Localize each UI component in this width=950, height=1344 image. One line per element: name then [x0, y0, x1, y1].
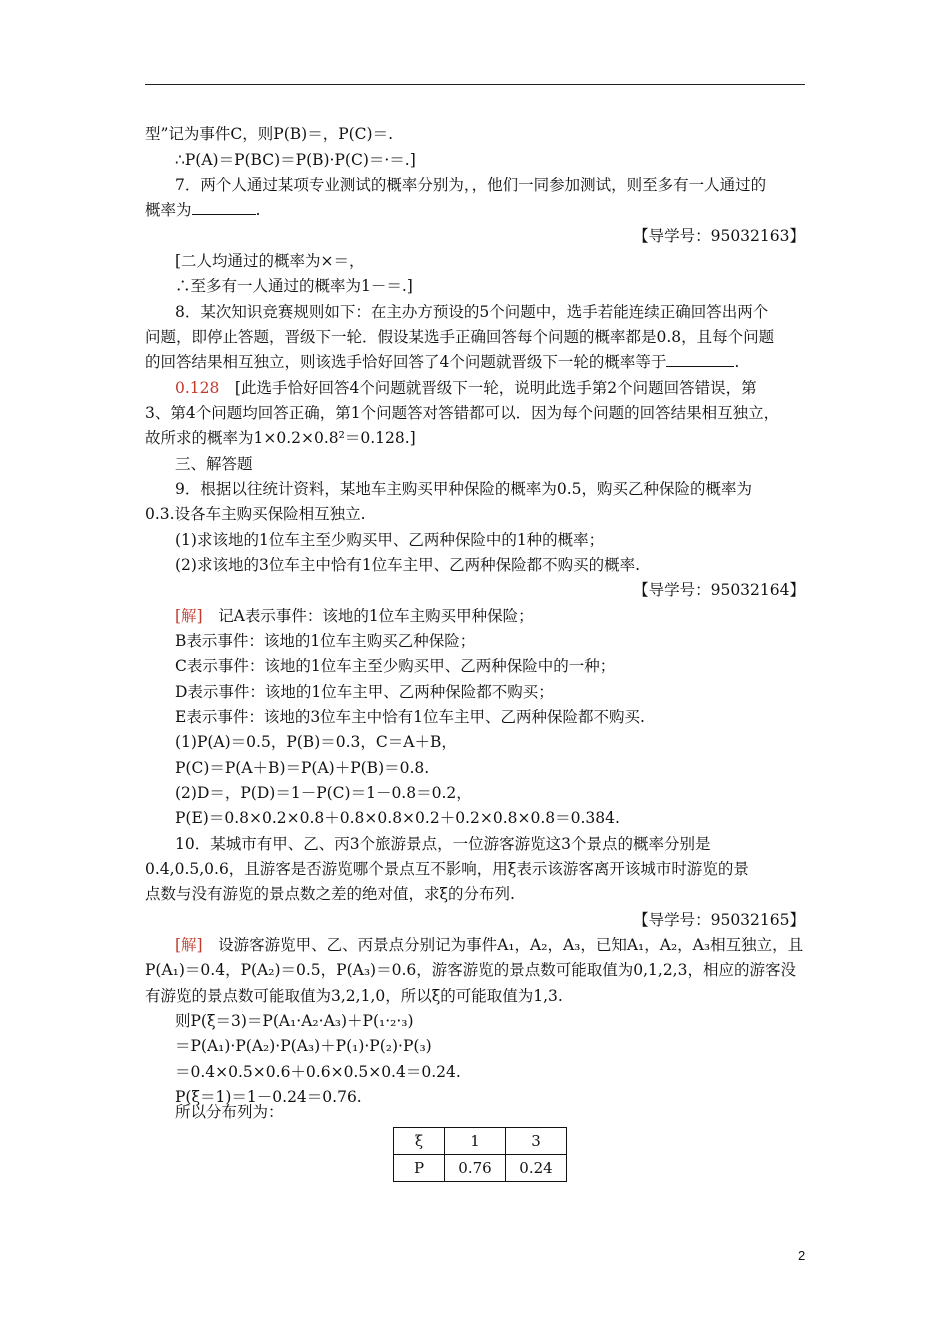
answer-blank [192, 200, 256, 215]
text-line: ∴至多有一人通过的概率为1－＝.] [175, 277, 413, 295]
table-cell: 0.24 [506, 1155, 567, 1182]
guide-number: 【导学号：95032165】 [633, 911, 805, 929]
text-line: D表示事件：该地的1位车主甲、乙两种保险都不购买； [175, 683, 554, 701]
table-row [394, 1128, 567, 1155]
text-line: P(ξ＝1)＝1－0.24＝0.76. [175, 1088, 362, 1106]
text-line: C表示事件：该地的1位车主至少购买甲、乙两种保险中的一种； [175, 657, 616, 675]
text-line: (1)求该地的1位车主至少购买甲、乙两种保险中的1种的概率； [175, 531, 605, 549]
text-line: 有游览的景点数可能取值为3,2,1,0，所以ξ的可能取值为1,3. [145, 987, 563, 1005]
table-cell: ξ [394, 1128, 445, 1155]
table-cell: P [394, 1155, 445, 1182]
table-cell: 1 [445, 1128, 506, 1155]
text-line: 点数与没有游览的景点数之差的绝对值，求ξ的分布列. [145, 885, 515, 903]
header-rule [145, 84, 805, 85]
answer-blank [666, 352, 734, 367]
text-line: P(A₁)＝0.4，P(A₂)＝0.5，P(A₃)＝0.6，游客游览的景点数可能取值为0,1,2,3，相应的游客没 [145, 961, 796, 979]
answer-value: 0.128 [175, 379, 220, 397]
text-line: P(C)＝P(A＋B)＝P(A)＋P(B)＝0.8. [175, 759, 430, 777]
text-line: ∴P(A)＝P(BC)＝P(B)·P(C)＝·＝.] [175, 151, 416, 169]
table-cell: 3 [506, 1128, 567, 1155]
question-10: 10．某城市有甲、乙、丙3个旅游景点，一位游客游览这3个景点的概率分别是 [175, 835, 711, 853]
question-8: 8．某次知识竞赛规则如下：在主办方预设的5个问题中，选手若能连续正确回答出两个 [175, 303, 769, 321]
text-line: ＝0.4×0.5×0.6＋0.6×0.5×0.4＝0.24. [175, 1063, 461, 1081]
text-line: 型”记为事件C，则P(B)＝，P(C)＝. [145, 125, 394, 143]
guide-number: 【导学号：95032163】 [633, 227, 805, 245]
table-row [394, 1155, 567, 1182]
text-line: E表示事件：该地的3位车主中恰有1位车主甲、乙两种保险都不购买. [175, 708, 645, 726]
text-line: 0.4,0.5,0.6，且游客是否游览哪个景点互不影响，用ξ表示该游客离开该城市时游览的景 [145, 860, 749, 878]
question-8-cont: 的回答结果相互独立，则该选手恰好回答了4个问题就晋级下一轮的概率等于 . [145, 353, 740, 371]
table-cell: 0.76 [445, 1155, 506, 1182]
answer-8: 0.128 [此选手恰好回答4个问题就晋级下一轮，说明此选手第2个问题回答错误，第 [175, 379, 757, 397]
question-7-cont: 概率为 . [145, 201, 261, 219]
text-line: B表示事件：该地的1位车主购买乙种保险； [175, 632, 476, 650]
section-heading: 三、解答题 [175, 455, 253, 473]
text-line: (2)D＝，P(D)＝1－P(C)＝1－0.8＝0.2， [175, 784, 472, 802]
text-line: 问题，即停止答题，晋级下一轮．假设某选手正确回答每个问题的概率都是0.8，且每个问题 [145, 328, 775, 346]
page-number: 2 [798, 1248, 806, 1263]
text-line: ＝P(A₁)·P(A₂)·P(A₃)＋P(₁)·P(₂)·P(₃) [175, 1037, 432, 1055]
text-line: 所以分布列为： [175, 1103, 284, 1121]
distribution-table [393, 1127, 567, 1182]
text-line: 故所求的概率为1×0.2×0.8²＝0.128.] [145, 429, 416, 447]
question-9: 9．根据以往统计资料，某地车主购买甲种保险的概率为0.5，购买乙种保险的概率为 [175, 480, 753, 498]
solution-10: [解] 设游客游览甲、乙、丙景点分别记为事件A₁，A₂，A₃，已知A₁，A₂，A₃相互独立，且 [175, 936, 804, 954]
solution-tag: [解] [175, 936, 203, 954]
text-line: (2)求该地的3位车主中恰有1位车主甲、乙两种保险都不购买的概率. [175, 556, 641, 574]
text-line: 则P(ξ＝3)＝P(A₁·A₂·A₃)＋P(₁·₂·₃) [175, 1012, 414, 1030]
text-line: [二人均通过的概率为×＝， [175, 252, 365, 270]
solution-9: [解] 记A表示事件：该地的1位车主购买甲种保险； [175, 607, 534, 625]
guide-number: 【导学号：95032164】 [633, 581, 805, 599]
solution-tag: [解] [175, 607, 203, 625]
text-line: 3、第4个问题均回答正确，第1个问题答对答错都可以．因为每个问题的回答结果相互独立， [145, 404, 780, 422]
text-line: (1)P(A)＝0.5，P(B)＝0.3，C＝A＋B， [175, 733, 457, 751]
text-line: P(E)＝0.8×0.2×0.8＋0.8×0.8×0.2＋0.2×0.8×0.8＝0.384. [175, 809, 620, 827]
question-7: 7．两个人通过某项专业测试的概率分别为，，他们一同参加测试，则至多有一人通过的 [175, 176, 767, 194]
text-line: 0.3.设各车主购买保险相互独立. [145, 505, 366, 523]
